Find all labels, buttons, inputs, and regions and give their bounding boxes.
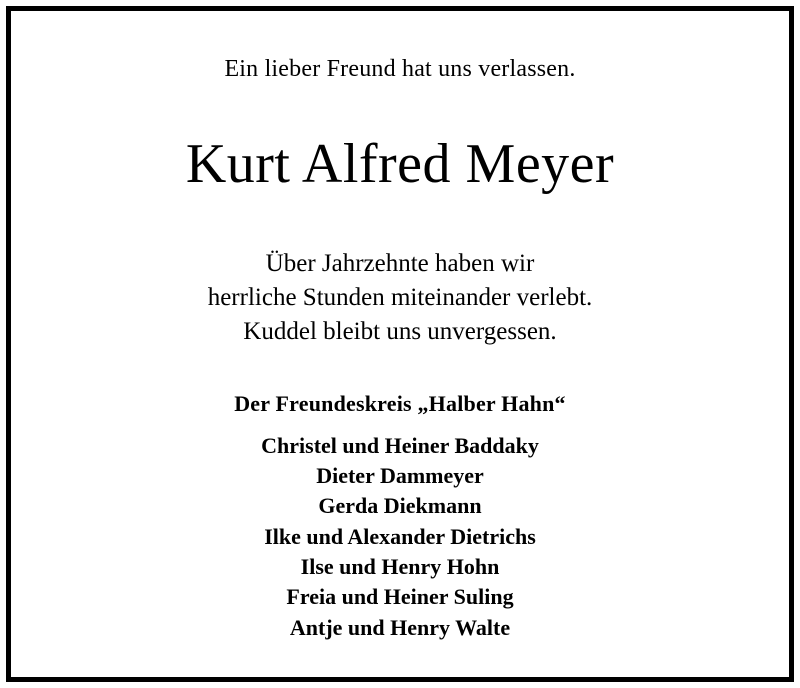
list-item: Ilse und Henry Hohn [300, 554, 500, 580]
list-item: Freia und Heiner Suling [286, 584, 514, 610]
notice-frame [6, 6, 794, 682]
deceased-name: Kurt Alfred Meyer [185, 132, 615, 195]
list-item: Dieter Dammeyer [316, 463, 484, 488]
list-item: Ilke und Alexander Dietrichs [264, 523, 536, 549]
verse-line: herrliche Stunden miteinander verlebt. [207, 284, 593, 312]
list-item: Antje und Henry Walte [289, 614, 511, 640]
mourner-list [261, 431, 539, 644]
mourner-group-title: Der Freundeskreis „Halber Hahn“ [234, 390, 566, 416]
intro-text: Ein lieber Freund hat uns verlassen. [224, 56, 576, 82]
list-item: Christel und Heiner Baddaky [261, 432, 539, 458]
list-item: Gerda Diekmann [318, 493, 482, 519]
verse-line: Über Jahrzehnte haben wir [265, 250, 535, 278]
memorial-verse [208, 247, 593, 348]
verse-line: Kuddel bleibt uns unvergessen. [243, 317, 557, 345]
